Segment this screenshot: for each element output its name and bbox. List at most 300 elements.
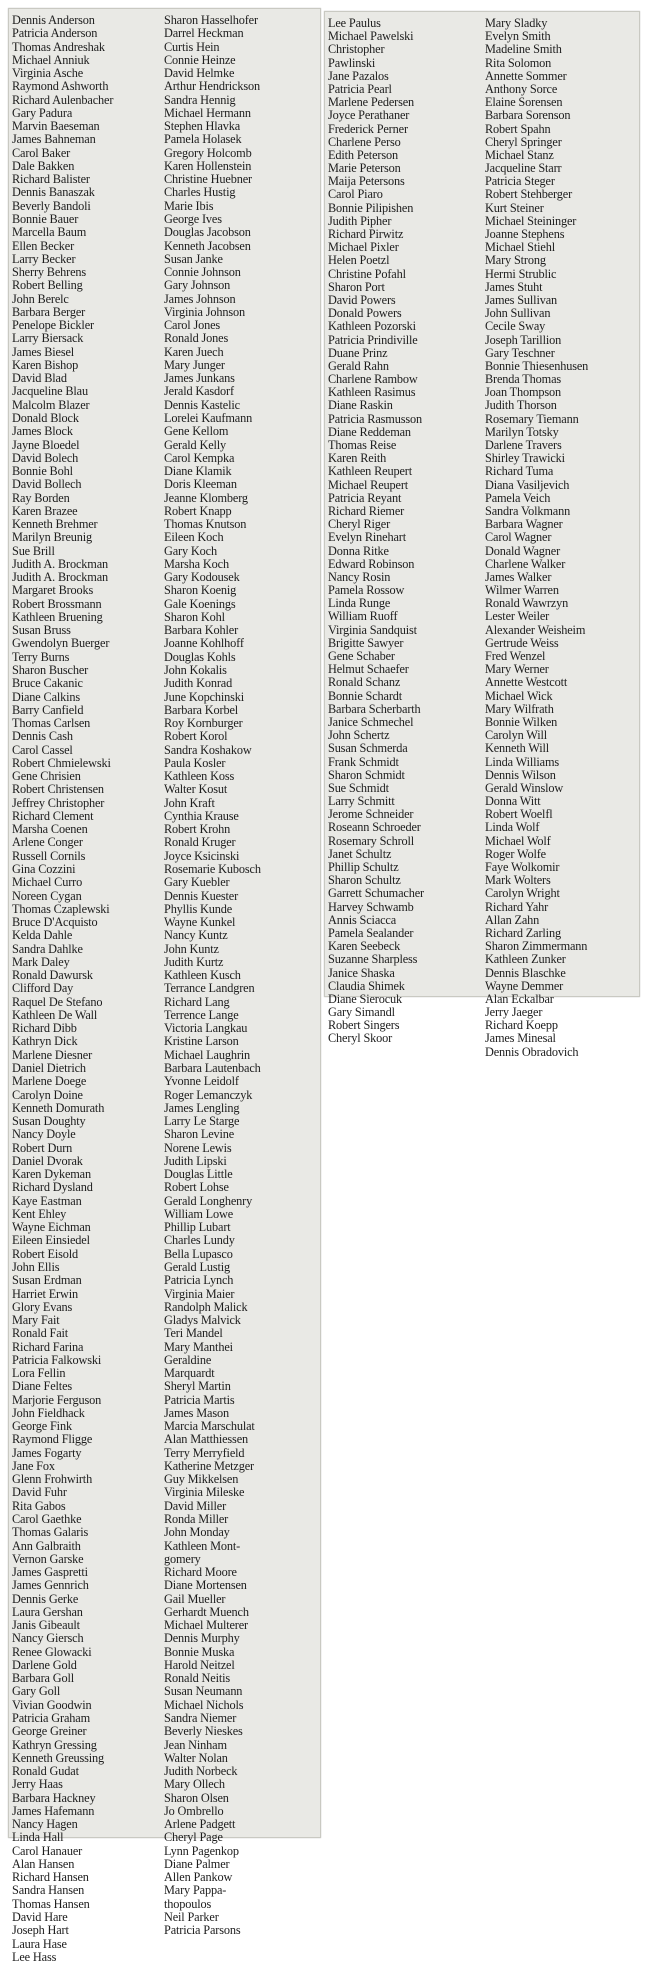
name-entry: Bonnie Pilipishen xyxy=(328,201,414,215)
name-entry: Barbara Berger xyxy=(12,305,86,319)
name-entry: Douglas Jacobson xyxy=(164,226,251,240)
name-entry: Robert Singers xyxy=(328,1019,400,1033)
name-entry: Kathleen Mont- xyxy=(164,1539,241,1553)
name-entry: John Schertz xyxy=(328,729,390,743)
name-entry: Lee Paulus xyxy=(328,17,381,30)
name-entry: Randolph Malick xyxy=(164,1300,248,1314)
name-entry: Patricia Reyant xyxy=(328,491,402,505)
name-entry: Nancy Kuntz xyxy=(164,929,228,943)
name-entry: Paula Kosler xyxy=(164,756,226,770)
name-entry: Geraldine xyxy=(164,1353,212,1367)
name-entry: Gerhardt Muench xyxy=(164,1605,249,1619)
name-entry: Gerald Rahn xyxy=(328,359,389,373)
name-entry: Robert Christensen xyxy=(12,783,104,797)
name-entry: Dennis Kuester xyxy=(164,889,239,903)
name-entry: James Johnson xyxy=(164,292,236,306)
name-entry: Douglas Little xyxy=(164,1168,233,1182)
name-entry: Thomas Knutson xyxy=(164,518,247,532)
name-entry: Kenneth Brehmer xyxy=(12,518,98,532)
name-entry: Sandra Dahlke xyxy=(12,942,83,956)
name-entry: James Lengling xyxy=(164,1101,240,1115)
name-entry: Diane Palmer xyxy=(164,1857,230,1871)
name-entry: Thomas Hansen xyxy=(12,1897,90,1911)
name-entry: Carol Cassel xyxy=(12,743,73,757)
name-entry: Margaret Brooks xyxy=(12,584,94,598)
name-entry: Judith Lipski xyxy=(164,1154,227,1168)
name-entry: Larry Becker xyxy=(12,252,76,266)
name-entry: Richard Zarling xyxy=(485,926,561,940)
name-entry: James Biesel xyxy=(12,345,75,359)
name-entry: Kathleen Zunker xyxy=(485,953,566,967)
name-entry: Linda Runge xyxy=(328,597,391,611)
name-entry: Ronda Miller xyxy=(164,1513,229,1527)
name-entry: Diane Calkins xyxy=(12,690,81,704)
name-entry: Jane Fox xyxy=(12,1459,55,1473)
name-entry: John Sullivan xyxy=(485,307,551,321)
name-entry: Sue Brill xyxy=(12,544,55,558)
name-entry: Kathryn Dick xyxy=(12,1035,78,1049)
name-entry: Bonnie Schardt xyxy=(328,689,403,703)
name-entry: Karen Brazee xyxy=(12,504,78,518)
name-entry: William Lowe xyxy=(164,1207,234,1221)
name-entry: Rosemary Schroll xyxy=(328,834,415,848)
name-entry: Patricia Parsons xyxy=(164,1924,241,1938)
name-column-right-a xyxy=(328,17,485,1046)
name-entry: Virginia Maier xyxy=(164,1287,235,1301)
name-entry: Karen Dykeman xyxy=(12,1168,91,1182)
name-entry: Barbara Korbel xyxy=(164,703,239,717)
name-entry: Joanne Stephens xyxy=(485,228,565,241)
name-entry: Michael Laughrin xyxy=(164,1048,251,1062)
name-entry: Annis Sciacca xyxy=(328,913,397,927)
name-entry: Patricia Anderson xyxy=(12,27,98,41)
name-entry: Gary Kodousek xyxy=(164,571,240,585)
name-entry: Marsha Koch xyxy=(164,557,229,571)
name-entry: Kathleen Rasimus xyxy=(328,386,416,400)
name-entry: Diane Klamik xyxy=(164,465,232,479)
name-entry: Marvin Baeseman xyxy=(12,120,100,134)
name-entry: Marlene Pedersen xyxy=(328,96,415,110)
name-entry: Larry Biersack xyxy=(12,332,84,346)
name-entry: Carol Baker xyxy=(12,146,71,160)
name-entry: Barry Canfield xyxy=(12,703,84,717)
name-entry: Linda Hall xyxy=(12,1831,64,1845)
name-entry: Pamela Veich xyxy=(485,491,551,505)
name-entry: Stephen Hlavka xyxy=(164,120,241,134)
name-entry: Darrel Heckman xyxy=(164,27,244,41)
name-entry: Sharon Buscher xyxy=(12,664,89,678)
name-entry: Susan Janke xyxy=(164,252,223,266)
name-entry: Eileen Koch xyxy=(164,531,224,545)
name-entry: Gerald Lustig xyxy=(164,1260,231,1274)
name-entry: Claudia Shimek xyxy=(328,979,405,993)
name-entry: Terrance Landgren xyxy=(164,982,255,996)
name-entry: Lee Hass xyxy=(12,1950,57,1964)
name-entry: Neil Parker xyxy=(164,1910,219,1924)
name-entry: Arlene Padgett xyxy=(164,1818,236,1832)
name-entry: Joseph Hart xyxy=(12,1924,69,1938)
name-entry: Kenneth Domurath xyxy=(12,1101,105,1115)
name-entry: Carolyn Doine xyxy=(12,1088,83,1102)
name-entry: Robert Brossmann xyxy=(12,597,102,611)
name-entry: Ronald Neitis xyxy=(164,1672,231,1686)
name-entry: Charlene Rambow xyxy=(328,373,418,387)
name-entry: Brigitte Sawyer xyxy=(328,636,404,650)
name-entry: Sharon Schultz xyxy=(328,874,401,888)
name-entry: Richard Clement xyxy=(12,809,94,823)
name-entry: Cecile Sway xyxy=(485,320,546,334)
name-entry: Larry Le Starge xyxy=(164,1115,240,1129)
name-entry: Richard Moore xyxy=(164,1566,237,1580)
name-entry: Robert Knapp xyxy=(164,504,232,518)
name-entry: Marilyn Totsky xyxy=(485,425,559,439)
name-entry: Gary Kuebler xyxy=(164,876,230,890)
name-entry: Dennis Blaschke xyxy=(485,966,566,980)
name-entry: Gwendolyn Buerger xyxy=(12,637,110,651)
name-entry: Richard Tuma xyxy=(485,465,554,479)
name-entry: Victoria Langkau xyxy=(164,1022,248,1036)
name-entry: Carol Hanauer xyxy=(12,1844,83,1858)
name-entry: Maija Petersons xyxy=(328,175,405,189)
name-entry: Connie Johnson xyxy=(164,266,241,280)
name-entry: Gerald Winslow xyxy=(485,781,564,795)
name-entry: Darlene Gold xyxy=(12,1658,77,1672)
name-entry: Laura Gershan xyxy=(12,1605,83,1619)
name-entry: Judith Thorson xyxy=(485,399,557,413)
name-entry: Daniel Dvorak xyxy=(12,1154,83,1168)
name-entry: Carol Kempka xyxy=(164,451,235,465)
name-entry: gomery xyxy=(164,1552,201,1566)
name-entry: Gene Kellom xyxy=(164,425,229,439)
name-entry: Gary Goll xyxy=(12,1685,61,1699)
name-entry: Kenneth Jacobsen xyxy=(164,239,251,253)
name-entry: Judith A. Brockman xyxy=(12,557,109,571)
name-entry: Wayne Demmer xyxy=(485,979,564,993)
name-entry: Renee Glowacki xyxy=(12,1645,92,1659)
name-entry: Madeline Smith xyxy=(485,43,562,57)
name-entry: Gene Chrisien xyxy=(12,770,81,784)
name-entry: Gary Simandl xyxy=(328,1006,395,1020)
name-entry: Sheryl Martin xyxy=(164,1380,231,1394)
name-entry: Kathleen Bruening xyxy=(12,610,103,624)
name-entry: Donald Block xyxy=(12,411,79,425)
name-entry: Raquel De Stefano xyxy=(12,995,103,1009)
name-entry: Dennis Anderson xyxy=(12,14,95,27)
name-entry: Marie Ibis xyxy=(164,199,214,213)
name-entry: Sandra Hennig xyxy=(164,93,236,107)
name-entry: James Gennrich xyxy=(12,1579,89,1593)
name-entry: Pamela Holasek xyxy=(164,133,242,147)
name-entry: Dale Bakken xyxy=(12,159,75,173)
name-entry: Donna Ritke xyxy=(328,544,389,558)
name-entry: Sue Schmidt xyxy=(328,781,389,795)
name-entry: David Bollech xyxy=(12,478,82,492)
name-entry: John Berelc xyxy=(12,292,69,306)
name-entry: Janice Shaska xyxy=(328,966,395,980)
name-entry: George Ives xyxy=(164,212,222,226)
name-entry: Annette Sommer xyxy=(485,69,567,83)
name-entry: Barbara Hackney xyxy=(12,1791,96,1805)
name-entry: Cynthia Krause xyxy=(164,809,239,823)
name-entry: Joseph Tarillion xyxy=(485,333,562,347)
name-entry: Jean Ninham xyxy=(164,1738,227,1752)
name-entry: Gary Teschner xyxy=(485,346,555,360)
name-entry: Patricia Falkowski xyxy=(12,1353,102,1367)
name-entry: Michael Curro xyxy=(12,876,83,890)
name-entry: Dennis Murphy xyxy=(164,1632,240,1646)
name-entry: Eileen Einsiedel xyxy=(12,1234,90,1248)
name-entry: Frederick Perner xyxy=(328,122,408,136)
name-entry: Elaine Sorensen xyxy=(485,96,563,110)
name-entry: Diana Vasiljevich xyxy=(485,478,570,492)
name-entry: Michael Stiehl xyxy=(485,241,555,255)
name-entry: Barbara Lautenbach xyxy=(164,1061,261,1075)
name-entry: Joyce Perathaner xyxy=(328,109,410,123)
name-entry: Jo Ombrello xyxy=(164,1804,224,1818)
name-entry: Barbara Wagner xyxy=(485,518,563,532)
name-entry: Cheryl Riger xyxy=(328,518,391,532)
name-entry: Mary Werner xyxy=(485,663,549,677)
name-entry: James Hafemann xyxy=(12,1804,95,1818)
name-entry: Sharon Port xyxy=(328,280,385,294)
name-entry: Cheryl Springer xyxy=(485,135,562,149)
name-entry: Roy Kornburger xyxy=(164,717,243,731)
name-entry: Alan Eckalbar xyxy=(485,992,554,1006)
name-entry: Susan Doughty xyxy=(12,1115,86,1129)
name-entry: Richard Dibb xyxy=(12,1022,77,1036)
name-entry: Jeanne Klomberg xyxy=(164,491,248,505)
name-entry: Rita Solomon xyxy=(485,56,552,70)
name-column-left-b xyxy=(164,14,316,1938)
name-entry: Gary Padura xyxy=(12,106,73,120)
name-entry: Gale Koenings xyxy=(164,597,236,611)
name-entry: Dennis Gerke xyxy=(12,1592,79,1606)
name-entry: Kathleen Kusch xyxy=(164,969,241,983)
name-entry: Janet Schultz xyxy=(328,847,392,861)
name-entry: Patricia Lynch xyxy=(164,1274,234,1288)
name-entry: Susan Schmerda xyxy=(328,742,408,756)
name-entry: Robert Spahn xyxy=(485,122,551,136)
name-entry: Marjorie Ferguson xyxy=(12,1393,102,1407)
name-entry: Gerald Longhenry xyxy=(164,1194,253,1208)
name-entry: Charlene Perso xyxy=(328,135,401,149)
name-entry: Barbara Scherbarth xyxy=(328,702,421,716)
name-entry: Doris Kleeman xyxy=(164,478,237,492)
name-entry: Richard Farina xyxy=(12,1340,84,1354)
name-entry: Frank Schmidt xyxy=(328,755,399,769)
name-entry: Thomas Carlsen xyxy=(12,717,91,731)
name-entry: Kenneth Greussing xyxy=(12,1751,105,1765)
name-entry: Charles Lundy xyxy=(164,1234,235,1248)
name-entry: Charlene Walker xyxy=(485,557,566,571)
name-entry: Patricia Rasmusson xyxy=(328,412,422,426)
name-entry: Ronald Jones xyxy=(164,332,229,346)
name-entry: Janice Schmechel xyxy=(328,715,414,729)
name-entry: Richard Lang xyxy=(164,995,230,1009)
name-entry: Sharon Koenig xyxy=(164,584,237,598)
name-entry: Sharon Olsen xyxy=(164,1791,229,1805)
name-entry: Walter Nolan xyxy=(164,1751,228,1765)
newspaper-clipping-right xyxy=(324,11,640,1059)
name-entry: Edward Robinson xyxy=(328,557,415,571)
name-entry: Evelyn Rinehart xyxy=(328,531,406,545)
name-entry: Robert Belling xyxy=(12,279,83,293)
name-entry: Patricia Prindiville xyxy=(328,333,418,347)
name-entry: Terry Burns xyxy=(12,650,70,664)
name-entry: Gladys Malvick xyxy=(164,1314,241,1328)
name-entry: Mark Daley xyxy=(12,955,70,969)
name-entry: Robert Korol xyxy=(164,730,228,744)
name-entry: Clifford Day xyxy=(12,982,74,996)
name-entry: Bonnie Wilken xyxy=(485,715,558,729)
name-entry: Richard Pirwitz xyxy=(328,228,404,241)
name-entry: Vernon Garske xyxy=(12,1552,84,1566)
name-entry: Patricia Steger xyxy=(485,175,555,189)
name-entry: Marlene Diesner xyxy=(12,1048,93,1062)
name-entry: Noreen Cygan xyxy=(12,889,82,903)
name-entry: Teri Mandel xyxy=(164,1327,223,1341)
name-entry: Anthony Sorce xyxy=(485,82,558,96)
name-entry: Kurt Steiner xyxy=(485,201,544,215)
name-entry: Virginia Sandquist xyxy=(328,623,417,637)
name-entry: Beverly Bandoli xyxy=(12,199,91,213)
name-entry: Richard Hansen xyxy=(12,1871,89,1885)
name-entry: Diane Mortensen xyxy=(164,1579,247,1593)
name-entry: Kaye Eastman xyxy=(12,1194,82,1208)
name-entry: Jane Pazalos xyxy=(328,69,389,83)
name-entry: Phyllis Kunde xyxy=(164,902,233,916)
name-entry: Wayne Kunkel xyxy=(164,916,236,930)
name-entry: Daniel Dietrich xyxy=(12,1061,86,1075)
name-entry: Mary Strong xyxy=(485,254,546,268)
name-entry: Michael Nichols xyxy=(164,1698,244,1712)
name-entry: John Kokalis xyxy=(164,664,227,678)
name-entry: Judith Kurtz xyxy=(164,955,224,969)
name-entry: Ray Borden xyxy=(12,491,70,505)
name-entry: Dennis Banaszak xyxy=(12,186,95,200)
name-entry: Marcia Marschulat xyxy=(164,1420,255,1434)
name-entry: Robert Chmielewski xyxy=(12,756,111,770)
name-entry: Linda Wolf xyxy=(485,821,540,835)
name-entry: Karen Juech xyxy=(164,345,224,359)
name-entry: Janis Gibeault xyxy=(12,1619,80,1633)
name-entry: Bella Lupasco xyxy=(164,1247,233,1261)
newspaper-clipping-left xyxy=(8,8,321,1964)
name-entry: Marilyn Breunig xyxy=(12,531,93,545)
name-entry: Terry Merryfield xyxy=(164,1446,245,1460)
name-entry: Harriet Erwin xyxy=(12,1287,78,1301)
name-entry: Patricia Graham xyxy=(12,1712,90,1725)
name-entry: Mary Wilfrath xyxy=(485,702,554,716)
name-entry: Darlene Travers xyxy=(485,439,562,452)
name-entry: Marie Peterson xyxy=(328,162,401,176)
name-entry: Judith Konrad xyxy=(164,677,233,691)
name-entry: Michael Reupert xyxy=(328,478,409,492)
name-entry: Marsha Coenen xyxy=(12,823,88,837)
name-entry: thopoulos xyxy=(164,1897,212,1911)
name-entry: Richard Aulenbacher xyxy=(12,93,114,107)
name-entry: Michael Wolf xyxy=(485,834,551,848)
name-entry: Joan Thompson xyxy=(485,386,562,400)
name-entry: Bonnie Muska xyxy=(164,1645,235,1659)
name-entry: Jerry Jaeger xyxy=(485,1006,543,1020)
name-entry: David Blad xyxy=(12,372,67,386)
name-entry: James Block xyxy=(12,425,73,439)
name-entry: James Sullivan xyxy=(485,293,558,307)
name-entry: Karen Hollenstein xyxy=(164,159,252,173)
name-entry: Michael Stanz xyxy=(485,148,554,162)
name-entry: Bruce D'Acquisto xyxy=(12,916,98,930)
name-entry: Nancy Giersch xyxy=(12,1632,84,1646)
name-entry: Allen Pankow xyxy=(164,1871,233,1885)
name-entry: Dennis Kastelic xyxy=(164,398,240,412)
name-entry: Sharon Zimmermann xyxy=(485,940,588,954)
name-entry: Marlene Doege xyxy=(12,1075,87,1089)
name-entry: Rosemarie Kubosch xyxy=(164,863,261,876)
name-entry: Arthur Hendrickson xyxy=(164,80,260,94)
name-entry: Guy Mikkelsen xyxy=(164,1473,239,1487)
name-entry: Lynn Pagenkop xyxy=(164,1844,239,1858)
name-entry: Michael Pawelski xyxy=(328,30,414,44)
name-entry: Roger Lemanczyk xyxy=(164,1088,253,1102)
name-entry: Christine Huebner xyxy=(164,173,252,187)
name-entry: Susan Erdman xyxy=(12,1274,82,1288)
name-entry: John Kuntz xyxy=(164,942,219,956)
name-entry: Roseann Schroeder xyxy=(328,821,421,835)
name-entry: Thomas Galaris xyxy=(12,1526,89,1540)
name-entry: Virginia Mileske xyxy=(164,1486,245,1500)
name-entry: Michael Pixler xyxy=(328,241,399,255)
name-entry: Judith A. Brockman xyxy=(12,571,109,585)
name-entry: Richard Balister xyxy=(12,173,90,187)
name-entry: Rosemary Tiemann xyxy=(485,412,579,426)
name-entry: Gina Cozzini xyxy=(12,863,76,876)
name-entry: Richard Koepp xyxy=(485,1019,558,1033)
name-entry: Glenn Frohwirth xyxy=(12,1473,93,1487)
name-entry: Michael Hermann xyxy=(164,106,251,120)
name-entry: Jerome Schneider xyxy=(328,808,414,822)
name-entry: Ann Galbraith xyxy=(12,1539,81,1553)
name-entry: Alexander Weisheim xyxy=(485,623,586,637)
name-entry: Kenneth Will xyxy=(485,742,550,756)
name-entry: Michael Multerer xyxy=(164,1619,248,1633)
name-entry: Christine Pofahl xyxy=(328,267,406,281)
name-entry: Susan Bruss xyxy=(12,624,71,638)
name-entry: Charles Hustig xyxy=(164,186,236,200)
name-entry: Vivian Goodwin xyxy=(12,1698,92,1712)
name-entry: Katherine Metzger xyxy=(164,1459,254,1473)
name-entry: Diane Reddeman xyxy=(328,425,411,439)
name-entry: Nancy Hagen xyxy=(12,1818,78,1832)
name-entry: Robert Eisold xyxy=(12,1247,79,1261)
name-entry: Richard Dysland xyxy=(12,1181,93,1195)
name-entry: Michael Steininger xyxy=(485,214,577,228)
name-entry: Harold Neitzel xyxy=(164,1658,235,1672)
name-entry: Bruce Cakanic xyxy=(12,677,83,691)
name-entry: James Walker xyxy=(485,570,552,584)
name-entry: Helen Poetzl xyxy=(328,254,390,268)
name-entry: Glory Evans xyxy=(12,1300,73,1314)
name-entry: David Hare xyxy=(12,1910,68,1924)
name-entry: Thomas Czaplewski xyxy=(12,902,110,916)
name-entry: Richard Yahr xyxy=(485,900,549,914)
name-entry: Hermi Strublic xyxy=(485,267,557,281)
name-entry: Sherry Behrens xyxy=(12,266,87,280)
name-entry: Pawlinski xyxy=(328,56,376,70)
name-entry: Patricia Pearl xyxy=(328,82,392,96)
name-entry: Robert Woelfl xyxy=(485,808,553,822)
name-entry: Larry Schmitt xyxy=(328,795,395,809)
